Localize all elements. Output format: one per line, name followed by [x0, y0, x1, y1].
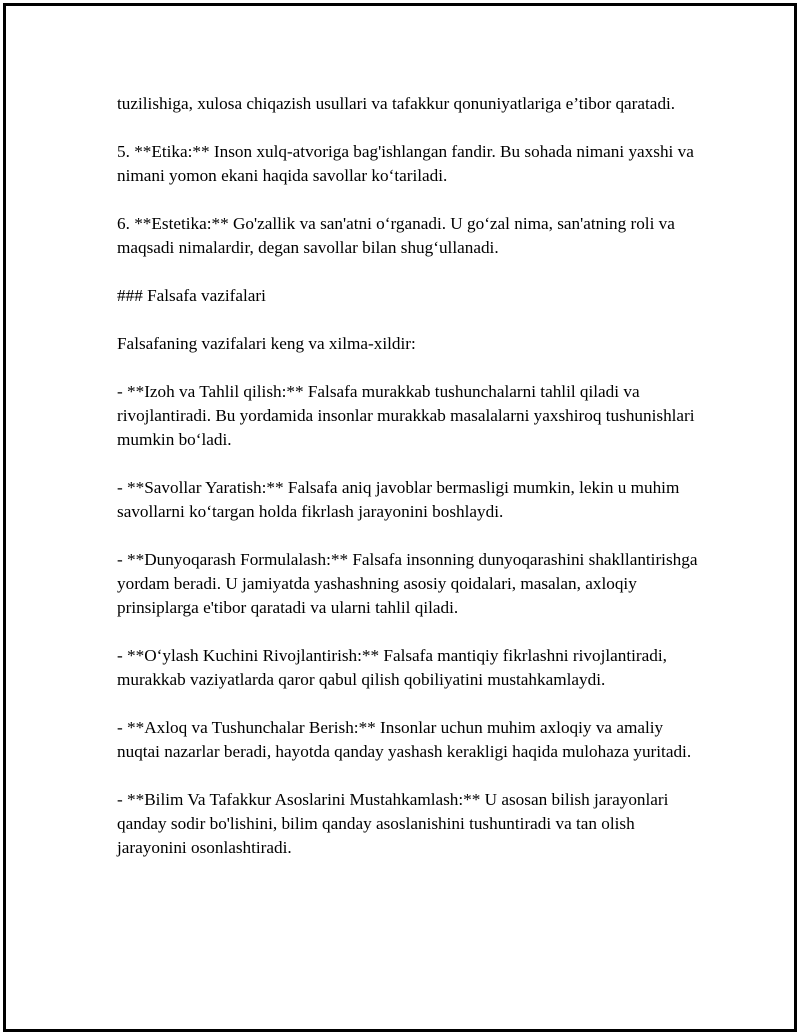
paragraph-ethics: 5. **Etika:** Inson xulq-atvoriga bag'ishlangan fandir. Bu sohada nimani yaxshi va nimani yomon ekani haqida savollar ko‘tariladi.	[117, 142, 694, 185]
list-item: - **Axloq va Tushunchalar Berish:** Insonlar uchun muhim axloqiy va amaliy nuqtai nazarlar beradi, hayotda qanday yashash kerakligi haqida mulohaza yuritadi.	[117, 718, 692, 761]
list-item: - **Bilim Va Tafakkur Asoslarini Mustahkamlash:** U asosan bilish jarayonlari qanday sodir bo'lishini, bilim qanday asoslanishini tushuntiradi va tan olish jarayonini osonlashtiradi.	[117, 790, 669, 857]
list-item: - **O‘ylash Kuchini Rivojlantirish:** Falsafa mantiqiy fikrlashni rivojlantiradi, murakkab vaziyatlarda qaror qabul qilish qobiliyatini mustahkamlaydi.	[117, 646, 667, 689]
paragraph-intro: Falsafaning vazifalari keng va xilma-xildir:	[117, 334, 416, 353]
list-item: - **Izoh va Tahlil qilish:** Falsafa murakkab tushunchalarni tahlil qiladi va rivojlantiradi. Bu yordamida insonlar murakkab masalalarni yaxshiroq tushunishlari mumkin bo‘ladi.	[117, 382, 695, 449]
list-item: - **Dunyoqarash Formulalash:** Falsafa insonning dunyoqarashini shakllantirishga yordam beradi. U jamiyatda yashashning asosiy qoidalari, masalan, axloqiy prinsiplarga e'tibor qaratadi va ularni tahlil qiladi.	[117, 550, 698, 617]
document-body	[117, 92, 707, 884]
paragraph-aesthetics: 6. **Estetika:** Go'zallik va san'atni o‘rganadi. U go‘zal nima, san'atning roli va maqsadi nimalardir, degan savollar bilan shug‘ullanadi.	[117, 214, 675, 257]
section-heading: ### Falsafa vazifalari	[117, 286, 266, 305]
list-item: - **Savollar Yaratish:** Falsafa aniq javoblar bermasligi mumkin, lekin u muhim savollarni ko‘targan holda fikrlash jarayonini boshlaydi.	[117, 478, 680, 521]
paragraph-logic-continuation: tuzilishiga, xulosa chiqazish usullari va tafakkur qonuniyatlariga e’tibor qaratadi.	[117, 94, 676, 113]
